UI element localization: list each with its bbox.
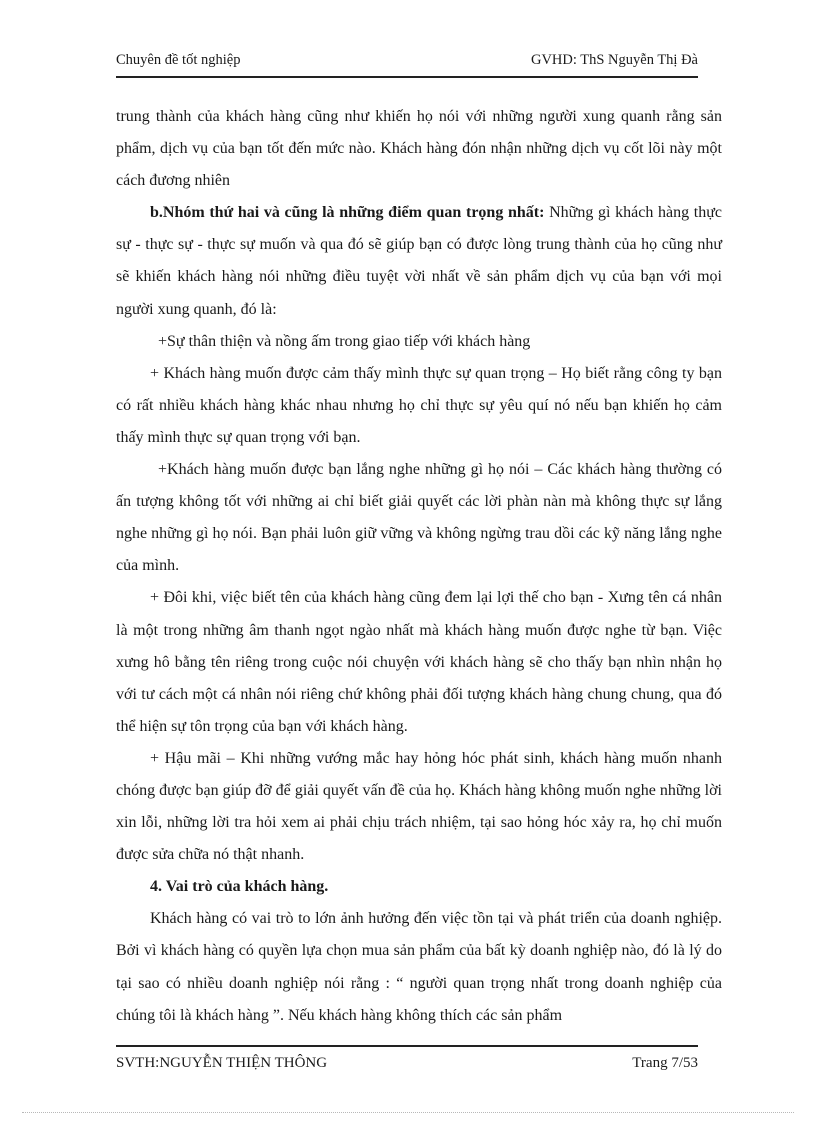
header-advisor: GVHD: ThS Nguyễn Thị Đà [530,52,698,68]
bullet-friendliness: +Sự thân thiện và nồng ấm trong giao tiếp với khách hàng [158,332,531,350]
page-edge-divider [22,1112,794,1113]
bullet-listening: +Khách hàng muốn được bạn lắng nghe những gì họ nói – Các khách hàng thường có ấn tượng không tốt với những ai chỉ biết giải quyết các lời phàn nàn mà không thực sự lắng nghe những gì họ nói. Bạn phải luôn giữ vững và không ngừng trau dồi các kỹ năng lắng nghe của mình. [116,461,722,575]
group-two-heading: b.Nhóm thứ hai và cũng là những điểm quan trọng nhất: [150,204,545,222]
page-footer [116,1045,698,1079]
footer-student: SVTH:NGUYỄN THIỆN THÔNG [116,1055,328,1071]
page-body [116,101,722,1032]
header-document-type: Chuyên đề tốt nghiệp [116,52,241,68]
page-header [116,52,698,78]
bullet-name: + Đôi khi, việc biết tên của khách hàng cũng đem lại lợi thế cho bạn - Xưng tên cá nhân là một trong những âm thanh ngọt ngào nhất mà khách hàng muốn được nghe từ bạn. Việc xưng hô bằng tên riêng trong cuộc nói chuyện với khách hàng sẽ cho thấy bạn nhìn nhận họ với tư cách một cá nhân nói riêng chứ không phải đối tượng khách hàng chung chung, qua đó thể hiện sự tôn trọng của bạn với khách hàng. [116,589,722,735]
paragraph-role: Khách hàng có vai trò to lớn ảnh hưởng đến việc tồn tại và phát triển của doanh nghiệp. Bởi vì khách hàng có quyền lựa chọn mua sản phẩm của bất kỳ doanh nghiệp nào, đó là lý do tại sao có nhiều doanh nghiệp nói rằng : “ người quan trọng nhất trong doanh nghiệp của chúng tôi là khách hàng ”. Nếu khách hàng không thích các sản phẩm [116,910,722,1024]
paragraph-group-two [116,197,722,325]
footer-page-number: Trang 7/53 [632,1055,698,1071]
group-two-text: Những gì khách hàng thực sự - thực sự - thực sự muốn và qua đó sẽ giúp bạn có được lòng trung thành của họ cũng như sẽ khiến khách hàng nói những điều tuyệt vời nhất về sản phẩm dịch vụ của bạn với mọi người xung quanh, đó là: [116,204,722,318]
section-heading-role: 4. Vai trò của khách hàng. [150,878,329,896]
bullet-importance: + Khách hàng muốn được cảm thấy mình thực sự quan trọng – Họ biết rằng công ty bạn có rất nhiều khách hàng khác nhau nhưng họ chỉ thực sự yêu quí nó nếu bạn khiến họ cảm thấy mình thực sự quan trọng với bạn. [116,364,722,446]
bullet-aftersales: + Hậu mãi – Khi những vướng mắc hay hỏng hóc phát sinh, khách hàng muốn nhanh chóng được bạn giúp đỡ để giải quyết vấn đề của họ. Khách hàng không muốn nghe những lời xin lỗi, những lời tra hỏi xem ai phải chịu trách nhiệm, tại sao hỏng hóc xảy ra, họ chỉ muốn được sửa chữa nó thật nhanh. [116,749,722,864]
paragraph-continuation: trung thành của khách hàng cũng như khiến họ nói với những người xung quanh rằng sản phẩm, dịch vụ của bạn tốt đến mức nào. Khách hàng đón nhận những dịch vụ cốt lõi này một cách đương nhiên [116,108,722,190]
